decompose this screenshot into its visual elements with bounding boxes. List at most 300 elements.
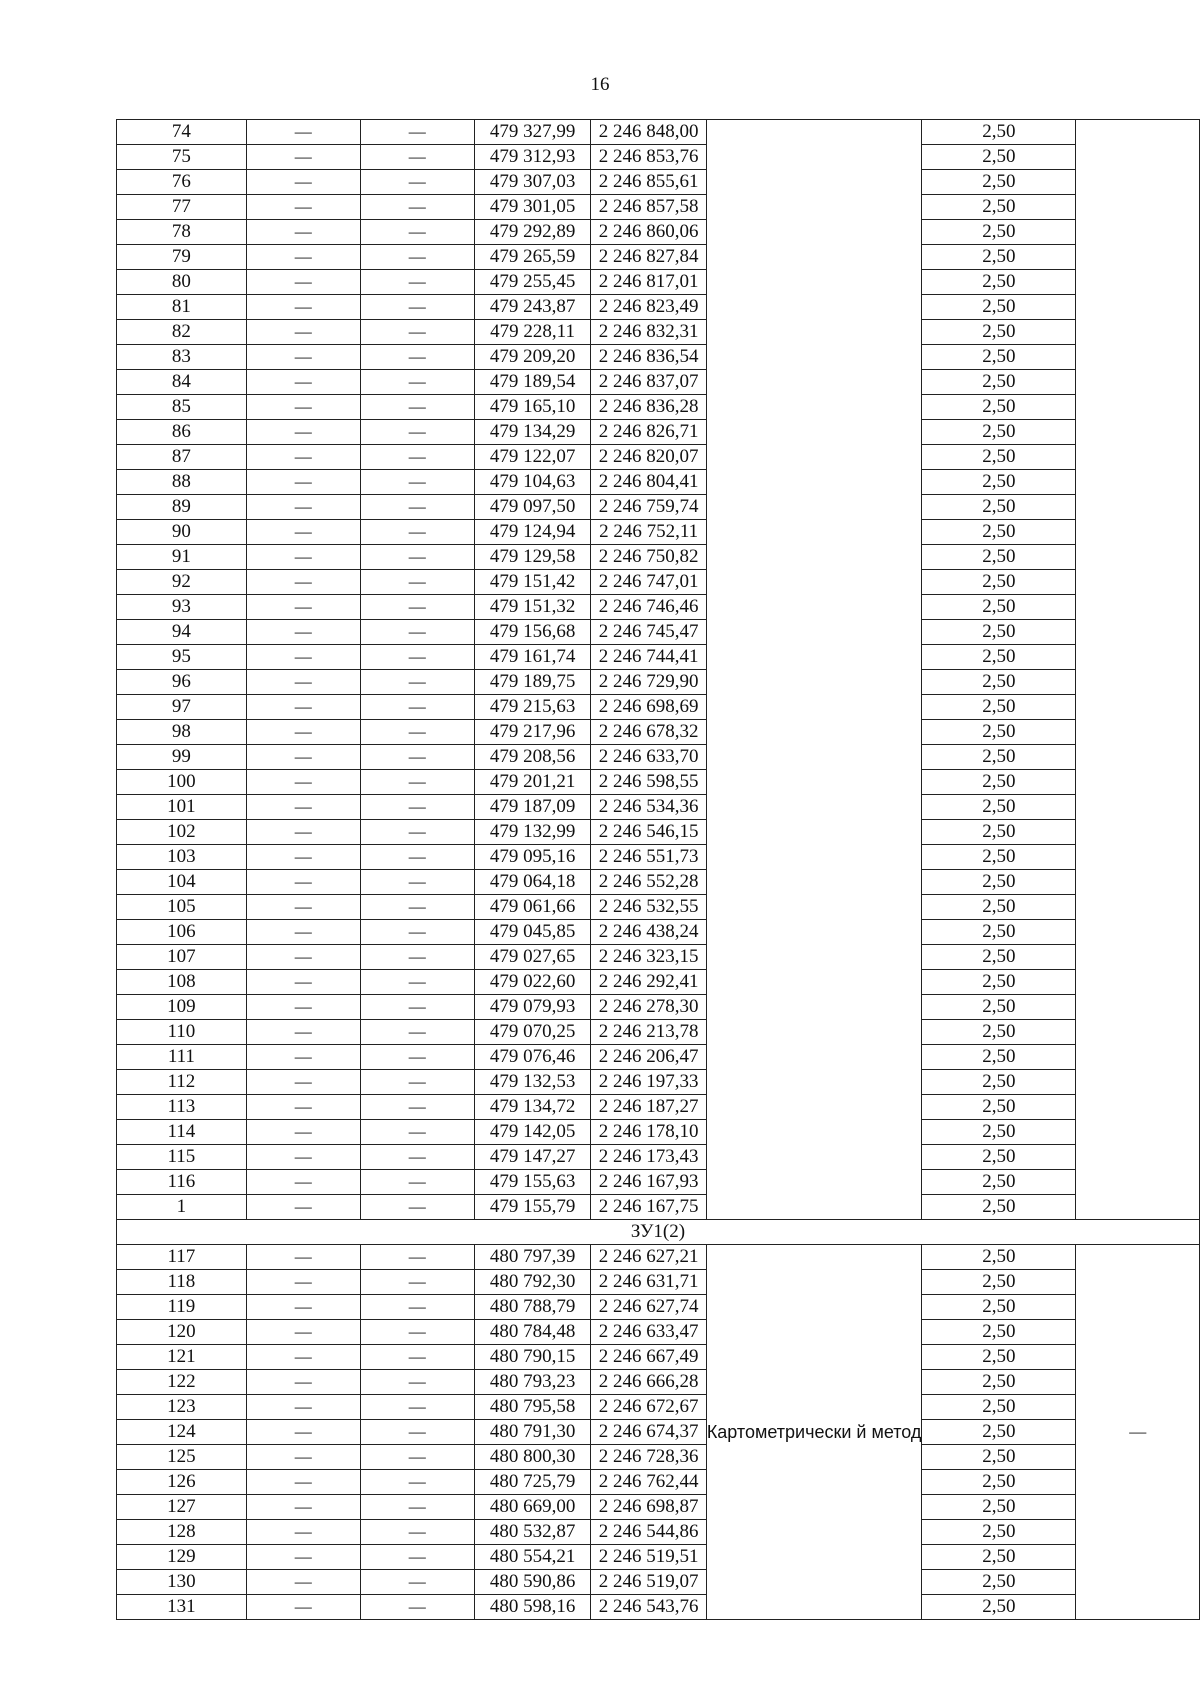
old-y-value: — bbox=[360, 1070, 474, 1095]
accuracy-value: 2,50 bbox=[922, 370, 1076, 395]
old-x-value: — bbox=[246, 1545, 360, 1570]
x-coordinate: 479 132,99 bbox=[474, 820, 591, 845]
old-x-value: — bbox=[246, 770, 360, 795]
accuracy-value: 2,50 bbox=[922, 995, 1076, 1020]
x-coordinate: 480 784,48 bbox=[474, 1320, 591, 1345]
point-number: 119 bbox=[117, 1295, 247, 1320]
old-y-value: — bbox=[360, 445, 474, 470]
old-x-value: — bbox=[246, 195, 360, 220]
accuracy-value: 2,50 bbox=[922, 1020, 1076, 1045]
table-row bbox=[117, 1195, 1200, 1220]
accuracy-value: 2,50 bbox=[922, 1495, 1076, 1520]
old-y-value: — bbox=[360, 1595, 474, 1620]
table-row bbox=[117, 1170, 1200, 1195]
table-row bbox=[117, 1320, 1200, 1345]
y-coordinate: 2 246 551,73 bbox=[591, 845, 706, 870]
x-coordinate: 479 070,25 bbox=[474, 1020, 591, 1045]
table-row bbox=[117, 1045, 1200, 1070]
y-coordinate: 2 246 744,41 bbox=[591, 645, 706, 670]
point-number: 85 bbox=[117, 395, 247, 420]
table-row bbox=[117, 495, 1200, 520]
table-row bbox=[117, 545, 1200, 570]
old-x-value: — bbox=[246, 645, 360, 670]
old-x-value: — bbox=[246, 545, 360, 570]
accuracy-value: 2,50 bbox=[922, 195, 1076, 220]
x-coordinate: 479 189,75 bbox=[474, 670, 591, 695]
table-row bbox=[117, 1545, 1200, 1570]
point-number: 91 bbox=[117, 545, 247, 570]
old-x-value: — bbox=[246, 820, 360, 845]
x-coordinate: 479 134,72 bbox=[474, 1095, 591, 1120]
old-x-value: — bbox=[246, 595, 360, 620]
y-coordinate: 2 246 823,49 bbox=[591, 295, 706, 320]
old-y-value: — bbox=[360, 1145, 474, 1170]
x-coordinate: 479 165,10 bbox=[474, 395, 591, 420]
accuracy-value: 2,50 bbox=[922, 420, 1076, 445]
x-coordinate: 480 790,15 bbox=[474, 1345, 591, 1370]
y-coordinate: 2 246 278,30 bbox=[591, 995, 706, 1020]
table-row bbox=[117, 320, 1200, 345]
accuracy-value: 2,50 bbox=[922, 1145, 1076, 1170]
table-row bbox=[117, 945, 1200, 970]
old-y-value: — bbox=[360, 670, 474, 695]
x-coordinate: 480 795,58 bbox=[474, 1395, 591, 1420]
y-coordinate: 2 246 519,07 bbox=[591, 1570, 706, 1595]
old-y-value: — bbox=[360, 1170, 474, 1195]
x-coordinate: 479 228,11 bbox=[474, 320, 591, 345]
x-coordinate: 479 045,85 bbox=[474, 920, 591, 945]
old-y-value: — bbox=[360, 270, 474, 295]
point-number: 110 bbox=[117, 1020, 247, 1045]
point-number: 83 bbox=[117, 345, 247, 370]
point-number: 77 bbox=[117, 195, 247, 220]
table-row bbox=[117, 745, 1200, 770]
table-row bbox=[117, 570, 1200, 595]
accuracy-value: 2,50 bbox=[922, 1570, 1076, 1595]
old-x-value: — bbox=[246, 1345, 360, 1370]
y-coordinate: 2 246 746,46 bbox=[591, 595, 706, 620]
old-y-value: — bbox=[360, 995, 474, 1020]
table-row bbox=[117, 120, 1200, 145]
y-coordinate: 2 246 173,43 bbox=[591, 1145, 706, 1170]
accuracy-value: 2,50 bbox=[922, 470, 1076, 495]
old-x-value: — bbox=[246, 670, 360, 695]
old-x-value: — bbox=[246, 395, 360, 420]
point-number: 100 bbox=[117, 770, 247, 795]
old-y-value: — bbox=[360, 1045, 474, 1070]
old-y-value: — bbox=[360, 1295, 474, 1320]
y-coordinate: 2 246 178,10 bbox=[591, 1120, 706, 1145]
old-y-value: — bbox=[360, 1245, 474, 1270]
table-row bbox=[117, 920, 1200, 945]
old-y-value: — bbox=[360, 595, 474, 620]
point-number: 102 bbox=[117, 820, 247, 845]
old-x-value: — bbox=[246, 1195, 360, 1220]
table-row bbox=[117, 695, 1200, 720]
y-coordinate: 2 246 826,71 bbox=[591, 420, 706, 445]
accuracy-value: 2,50 bbox=[922, 445, 1076, 470]
old-y-value: — bbox=[360, 1420, 474, 1445]
accuracy-value: 2,50 bbox=[922, 1245, 1076, 1270]
old-x-value: — bbox=[246, 520, 360, 545]
old-y-value: — bbox=[360, 195, 474, 220]
table-row bbox=[117, 870, 1200, 895]
old-y-value: — bbox=[360, 245, 474, 270]
point-number: 98 bbox=[117, 720, 247, 745]
table-row bbox=[117, 1295, 1200, 1320]
old-y-value: — bbox=[360, 570, 474, 595]
old-x-value: — bbox=[246, 470, 360, 495]
accuracy-value: 2,50 bbox=[922, 520, 1076, 545]
accuracy-value: 2,50 bbox=[922, 1345, 1076, 1370]
point-number: 118 bbox=[117, 1270, 247, 1295]
old-x-value: — bbox=[246, 1445, 360, 1470]
method-cell: Картометрически й метод bbox=[706, 1245, 922, 1620]
old-y-value: — bbox=[360, 645, 474, 670]
table-row bbox=[117, 145, 1200, 170]
y-coordinate: 2 246 666,28 bbox=[591, 1370, 706, 1395]
old-y-value: — bbox=[360, 920, 474, 945]
y-coordinate: 2 246 860,06 bbox=[591, 220, 706, 245]
accuracy-value: 2,50 bbox=[922, 1195, 1076, 1220]
x-coordinate: 480 725,79 bbox=[474, 1470, 591, 1495]
method-cell-empty bbox=[706, 120, 922, 1220]
x-coordinate: 479 079,93 bbox=[474, 995, 591, 1020]
old-y-value: — bbox=[360, 970, 474, 995]
table-row bbox=[117, 345, 1200, 370]
accuracy-value: 2,50 bbox=[922, 1045, 1076, 1070]
y-coordinate: 2 246 627,21 bbox=[591, 1245, 706, 1270]
x-coordinate: 479 265,59 bbox=[474, 245, 591, 270]
old-y-value: — bbox=[360, 1570, 474, 1595]
y-coordinate: 2 246 534,36 bbox=[591, 795, 706, 820]
accuracy-value: 2,50 bbox=[922, 570, 1076, 595]
x-coordinate: 479 122,07 bbox=[474, 445, 591, 470]
x-coordinate: 479 124,94 bbox=[474, 520, 591, 545]
old-y-value: — bbox=[360, 395, 474, 420]
old-x-value: — bbox=[246, 970, 360, 995]
accuracy-value: 2,50 bbox=[922, 1120, 1076, 1145]
x-coordinate: 479 129,58 bbox=[474, 545, 591, 570]
old-x-value: — bbox=[246, 220, 360, 245]
accuracy-value: 2,50 bbox=[922, 320, 1076, 345]
x-coordinate: 479 147,27 bbox=[474, 1145, 591, 1170]
old-x-value: — bbox=[246, 295, 360, 320]
y-coordinate: 2 246 750,82 bbox=[591, 545, 706, 570]
point-number: 117 bbox=[117, 1245, 247, 1270]
point-number: 87 bbox=[117, 445, 247, 470]
old-x-value: — bbox=[246, 895, 360, 920]
old-y-value: — bbox=[360, 845, 474, 870]
x-coordinate: 479 292,89 bbox=[474, 220, 591, 245]
point-number: 1 bbox=[117, 1195, 247, 1220]
old-x-value: — bbox=[246, 720, 360, 745]
y-coordinate: 2 246 438,24 bbox=[591, 920, 706, 945]
point-number: 90 bbox=[117, 520, 247, 545]
point-number: 106 bbox=[117, 920, 247, 945]
point-number: 131 bbox=[117, 1595, 247, 1620]
y-coordinate: 2 246 543,76 bbox=[591, 1595, 706, 1620]
old-y-value: — bbox=[360, 545, 474, 570]
x-coordinate: 480 791,30 bbox=[474, 1420, 591, 1445]
old-y-value: — bbox=[360, 1545, 474, 1570]
accuracy-value: 2,50 bbox=[922, 1520, 1076, 1545]
y-coordinate: 2 246 197,33 bbox=[591, 1070, 706, 1095]
y-coordinate: 2 246 848,00 bbox=[591, 120, 706, 145]
table-row bbox=[117, 1420, 1200, 1445]
point-number: 99 bbox=[117, 745, 247, 770]
accuracy-value: 2,50 bbox=[922, 645, 1076, 670]
y-coordinate: 2 246 855,61 bbox=[591, 170, 706, 195]
point-number: 81 bbox=[117, 295, 247, 320]
old-x-value: — bbox=[246, 570, 360, 595]
y-coordinate: 2 246 323,15 bbox=[591, 945, 706, 970]
table-row bbox=[117, 970, 1200, 995]
old-x-value: — bbox=[246, 170, 360, 195]
table-row bbox=[117, 770, 1200, 795]
old-y-value: — bbox=[360, 1445, 474, 1470]
table-row bbox=[117, 1470, 1200, 1495]
old-x-value: — bbox=[246, 370, 360, 395]
accuracy-value: 2,50 bbox=[922, 970, 1076, 995]
old-x-value: — bbox=[246, 1045, 360, 1070]
table-row bbox=[117, 195, 1200, 220]
old-x-value: — bbox=[246, 1270, 360, 1295]
y-coordinate: 2 246 762,44 bbox=[591, 1470, 706, 1495]
y-coordinate: 2 246 206,47 bbox=[591, 1045, 706, 1070]
old-x-value: — bbox=[246, 920, 360, 945]
notes-cell: — bbox=[1076, 1245, 1200, 1620]
accuracy-value: 2,50 bbox=[922, 920, 1076, 945]
x-coordinate: 479 076,46 bbox=[474, 1045, 591, 1070]
old-y-value: — bbox=[360, 1120, 474, 1145]
y-coordinate: 2 246 633,70 bbox=[591, 745, 706, 770]
table-row bbox=[117, 470, 1200, 495]
table-row bbox=[117, 1145, 1200, 1170]
old-y-value: — bbox=[360, 1495, 474, 1520]
old-y-value: — bbox=[360, 470, 474, 495]
point-number: 82 bbox=[117, 320, 247, 345]
x-coordinate: 479 255,45 bbox=[474, 270, 591, 295]
y-coordinate: 2 246 836,28 bbox=[591, 395, 706, 420]
y-coordinate: 2 246 804,41 bbox=[591, 470, 706, 495]
old-x-value: — bbox=[246, 1145, 360, 1170]
y-coordinate: 2 246 745,47 bbox=[591, 620, 706, 645]
point-number: 103 bbox=[117, 845, 247, 870]
y-coordinate: 2 246 292,41 bbox=[591, 970, 706, 995]
x-coordinate: 480 669,00 bbox=[474, 1495, 591, 1520]
old-x-value: — bbox=[246, 1070, 360, 1095]
old-x-value: — bbox=[246, 1570, 360, 1595]
accuracy-value: 2,50 bbox=[922, 945, 1076, 970]
x-coordinate: 479 243,87 bbox=[474, 295, 591, 320]
old-x-value: — bbox=[246, 1295, 360, 1320]
old-y-value: — bbox=[360, 895, 474, 920]
table-row bbox=[117, 1395, 1200, 1420]
accuracy-value: 2,50 bbox=[922, 245, 1076, 270]
accuracy-value: 2,50 bbox=[922, 545, 1076, 570]
old-x-value: — bbox=[246, 1395, 360, 1420]
point-number: 84 bbox=[117, 370, 247, 395]
old-x-value: — bbox=[246, 845, 360, 870]
y-coordinate: 2 246 667,49 bbox=[591, 1345, 706, 1370]
old-x-value: — bbox=[246, 420, 360, 445]
y-coordinate: 2 246 817,01 bbox=[591, 270, 706, 295]
y-coordinate: 2 246 167,93 bbox=[591, 1170, 706, 1195]
point-number: 75 bbox=[117, 145, 247, 170]
y-coordinate: 2 246 820,07 bbox=[591, 445, 706, 470]
x-coordinate: 479 217,96 bbox=[474, 720, 591, 745]
table-row bbox=[117, 895, 1200, 920]
notes-cell-empty bbox=[1076, 120, 1200, 1220]
y-coordinate: 2 246 672,67 bbox=[591, 1395, 706, 1420]
x-coordinate: 480 554,21 bbox=[474, 1545, 591, 1570]
x-coordinate: 479 095,16 bbox=[474, 845, 591, 870]
x-coordinate: 479 187,09 bbox=[474, 795, 591, 820]
point-number: 105 bbox=[117, 895, 247, 920]
accuracy-value: 2,50 bbox=[922, 620, 1076, 645]
x-coordinate: 479 161,74 bbox=[474, 645, 591, 670]
old-x-value: — bbox=[246, 345, 360, 370]
old-y-value: — bbox=[360, 295, 474, 320]
accuracy-value: 2,50 bbox=[922, 845, 1076, 870]
table-row bbox=[117, 1495, 1200, 1520]
old-x-value: — bbox=[246, 445, 360, 470]
y-coordinate: 2 246 728,36 bbox=[591, 1445, 706, 1470]
old-y-value: — bbox=[360, 370, 474, 395]
old-y-value: — bbox=[360, 1320, 474, 1345]
accuracy-value: 2,50 bbox=[922, 270, 1076, 295]
y-coordinate: 2 246 633,47 bbox=[591, 1320, 706, 1345]
x-coordinate: 479 134,29 bbox=[474, 420, 591, 445]
point-number: 126 bbox=[117, 1470, 247, 1495]
old-y-value: — bbox=[360, 945, 474, 970]
x-coordinate: 479 201,21 bbox=[474, 770, 591, 795]
accuracy-value: 2,50 bbox=[922, 495, 1076, 520]
table-row bbox=[117, 845, 1200, 870]
table-row bbox=[117, 1445, 1200, 1470]
x-coordinate: 479 155,79 bbox=[474, 1195, 591, 1220]
point-number: 121 bbox=[117, 1345, 247, 1370]
old-y-value: — bbox=[360, 420, 474, 445]
old-x-value: — bbox=[246, 245, 360, 270]
old-x-value: — bbox=[246, 1420, 360, 1445]
old-x-value: — bbox=[246, 145, 360, 170]
old-y-value: — bbox=[360, 1470, 474, 1495]
accuracy-value: 2,50 bbox=[922, 295, 1076, 320]
old-x-value: — bbox=[246, 870, 360, 895]
table-row bbox=[117, 420, 1200, 445]
old-y-value: — bbox=[360, 1270, 474, 1295]
point-number: 127 bbox=[117, 1495, 247, 1520]
old-y-value: — bbox=[360, 145, 474, 170]
point-number: 122 bbox=[117, 1370, 247, 1395]
old-y-value: — bbox=[360, 170, 474, 195]
x-coordinate: 479 208,56 bbox=[474, 745, 591, 770]
y-coordinate: 2 246 698,87 bbox=[591, 1495, 706, 1520]
y-coordinate: 2 246 213,78 bbox=[591, 1020, 706, 1045]
old-y-value: — bbox=[360, 1520, 474, 1545]
accuracy-value: 2,50 bbox=[922, 870, 1076, 895]
table-row bbox=[117, 295, 1200, 320]
table-row bbox=[117, 1345, 1200, 1370]
x-coordinate: 479 132,53 bbox=[474, 1070, 591, 1095]
x-coordinate: 479 061,66 bbox=[474, 895, 591, 920]
accuracy-value: 2,50 bbox=[922, 1270, 1076, 1295]
old-x-value: — bbox=[246, 745, 360, 770]
accuracy-value: 2,50 bbox=[922, 1170, 1076, 1195]
y-coordinate: 2 246 546,15 bbox=[591, 820, 706, 845]
old-y-value: — bbox=[360, 870, 474, 895]
x-coordinate: 479 097,50 bbox=[474, 495, 591, 520]
point-number: 108 bbox=[117, 970, 247, 995]
x-coordinate: 479 104,63 bbox=[474, 470, 591, 495]
point-number: 125 bbox=[117, 1445, 247, 1470]
accuracy-value: 2,50 bbox=[922, 695, 1076, 720]
y-coordinate: 2 246 544,86 bbox=[591, 1520, 706, 1545]
accuracy-value: 2,50 bbox=[922, 745, 1076, 770]
x-coordinate: 479 064,18 bbox=[474, 870, 591, 895]
point-number: 116 bbox=[117, 1170, 247, 1195]
point-number: 93 bbox=[117, 595, 247, 620]
old-x-value: — bbox=[246, 945, 360, 970]
table-row bbox=[117, 395, 1200, 420]
old-y-value: — bbox=[360, 795, 474, 820]
point-number: 129 bbox=[117, 1545, 247, 1570]
x-coordinate: 480 590,86 bbox=[474, 1570, 591, 1595]
point-number: 112 bbox=[117, 1070, 247, 1095]
point-number: 107 bbox=[117, 945, 247, 970]
table-row bbox=[117, 645, 1200, 670]
x-coordinate: 480 793,23 bbox=[474, 1370, 591, 1395]
table-row bbox=[117, 270, 1200, 295]
x-coordinate: 480 598,16 bbox=[474, 1595, 591, 1620]
y-coordinate: 2 246 519,51 bbox=[591, 1545, 706, 1570]
accuracy-value: 2,50 bbox=[922, 1370, 1076, 1395]
point-number: 128 bbox=[117, 1520, 247, 1545]
x-coordinate: 480 800,30 bbox=[474, 1445, 591, 1470]
point-number: 94 bbox=[117, 620, 247, 645]
table-row bbox=[117, 370, 1200, 395]
accuracy-value: 2,50 bbox=[922, 1070, 1076, 1095]
point-number: 114 bbox=[117, 1120, 247, 1145]
x-coordinate: 479 209,20 bbox=[474, 345, 591, 370]
y-coordinate: 2 246 187,27 bbox=[591, 1095, 706, 1120]
old-x-value: — bbox=[246, 320, 360, 345]
old-x-value: — bbox=[246, 1495, 360, 1520]
point-number: 86 bbox=[117, 420, 247, 445]
accuracy-value: 2,50 bbox=[922, 170, 1076, 195]
y-coordinate: 2 246 552,28 bbox=[591, 870, 706, 895]
old-x-value: — bbox=[246, 1320, 360, 1345]
x-coordinate: 479 312,93 bbox=[474, 145, 591, 170]
table-row bbox=[117, 1020, 1200, 1045]
old-x-value: — bbox=[246, 620, 360, 645]
old-y-value: — bbox=[360, 695, 474, 720]
y-coordinate: 2 246 832,31 bbox=[591, 320, 706, 345]
y-coordinate: 2 246 678,32 bbox=[591, 720, 706, 745]
accuracy-value: 2,50 bbox=[922, 1420, 1076, 1445]
point-number: 120 bbox=[117, 1320, 247, 1345]
x-coordinate: 479 189,54 bbox=[474, 370, 591, 395]
page-number: 16 bbox=[590, 74, 610, 95]
y-coordinate: 2 246 827,84 bbox=[591, 245, 706, 270]
point-number: 104 bbox=[117, 870, 247, 895]
old-y-value: — bbox=[360, 520, 474, 545]
coordinates-table bbox=[116, 119, 1200, 1620]
accuracy-value: 2,50 bbox=[922, 145, 1076, 170]
old-x-value: — bbox=[246, 695, 360, 720]
